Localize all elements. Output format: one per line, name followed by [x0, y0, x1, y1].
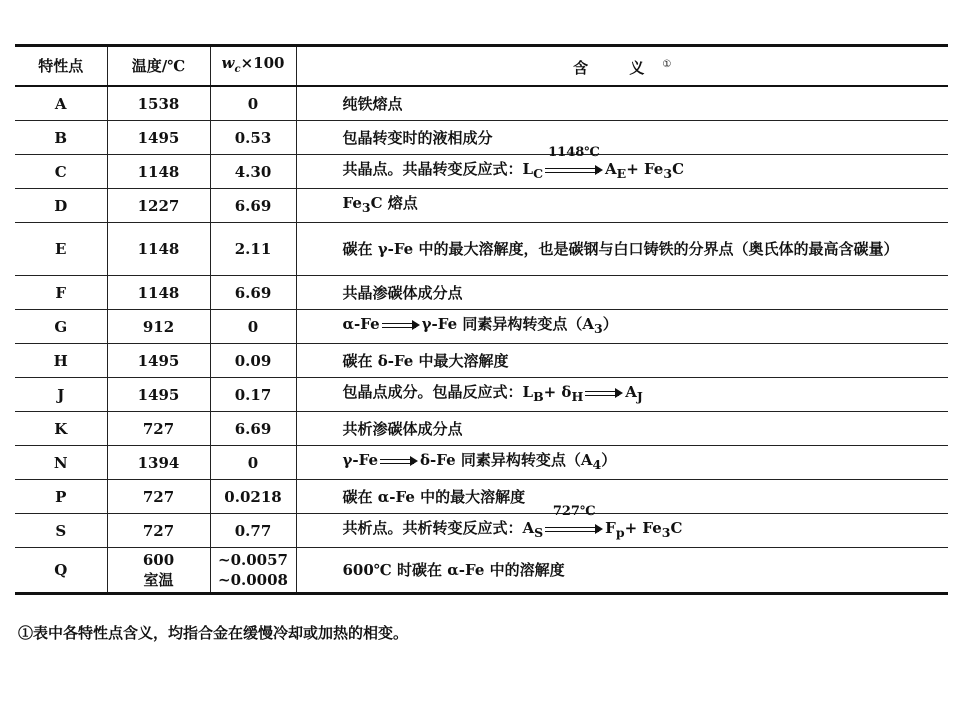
cell-meaning: 包晶转变时的液相成分 [296, 121, 948, 155]
cell-temperature: 727 [107, 412, 210, 446]
table-header-row [15, 46, 948, 87]
cell-point: D [15, 189, 107, 223]
phase-a: α-Fe [342, 315, 380, 333]
cell-point: B [15, 121, 107, 155]
cell-carbon: 6.69 [210, 412, 296, 446]
subscript: C [533, 166, 544, 181]
reactant: + δ [543, 383, 572, 401]
cell-temperature: 1394 [107, 446, 210, 480]
cell-carbon: 0 [210, 310, 296, 344]
cell-point: J [15, 378, 107, 412]
subscript: 3 [663, 166, 673, 181]
subscript: 3 [361, 200, 371, 215]
cell-meaning [296, 378, 948, 412]
cell-carbon: 0.17 [210, 378, 296, 412]
wc-subscript: c [234, 63, 241, 75]
header-meaning-label: 含 义 [573, 58, 663, 77]
header-point: 特性点 [15, 46, 107, 87]
phase-b: δ-Fe 同素异构转变点（A [420, 451, 593, 469]
cell-temperature: 1148 [107, 155, 210, 189]
table-row [15, 548, 948, 594]
paren-close: ） [602, 315, 618, 333]
header-carbon-content [210, 46, 296, 87]
formula-rest: C 熔点 [370, 194, 418, 212]
cell-meaning: 共晶渗碳体成分点 [296, 276, 948, 310]
cell-meaning: 碳在 α-Fe 中的最大溶解度 [296, 480, 948, 514]
subscript: 3 [661, 525, 671, 540]
phase-a: γ-Fe [342, 451, 379, 469]
table-row [15, 412, 948, 446]
cell-meaning: 600℃ 时碳在 α-Fe 中的溶解度 [296, 548, 948, 594]
cell-carbon: 4.30 [210, 155, 296, 189]
table-row [15, 446, 948, 480]
peritectic-text: 包晶点成分。包晶反应式：L [342, 383, 534, 401]
product: A [605, 160, 617, 178]
subscript: B [533, 389, 544, 404]
cell-point: C [15, 155, 107, 189]
cell-meaning [296, 310, 948, 344]
reaction-arrow [585, 383, 623, 403]
cell-meaning [296, 446, 948, 480]
subscript: 4 [592, 457, 602, 472]
cell-carbon: 0 [210, 446, 296, 480]
subscript: 3 [594, 321, 603, 336]
arrow-condition: 727℃ [552, 504, 596, 519]
cell-meaning [296, 145, 948, 189]
reaction-arrow [545, 504, 603, 539]
cell-carbon: 0.53 [210, 121, 296, 155]
cell-carbon: 0 [210, 86, 296, 121]
cell-temperature: 1227 [107, 189, 210, 223]
cell-carbon: 0.77 [210, 514, 296, 548]
cell-carbon [210, 548, 296, 594]
cell-temperature: 727 [107, 514, 210, 548]
subscript: p [615, 525, 625, 540]
table-row [15, 514, 948, 548]
header-meaning [296, 46, 948, 87]
header-footnote-mark: ① [662, 58, 672, 70]
cell-point: G [15, 310, 107, 344]
product-tail: + Fe [626, 160, 664, 178]
product-end: C [670, 519, 683, 537]
carbon-line-2: ~0.0008 [218, 571, 288, 589]
product-end: C [672, 160, 685, 178]
cell-temperature: 1495 [107, 344, 210, 378]
arrow-condition: 1148℃ [548, 145, 600, 160]
table-row [15, 378, 948, 412]
cell-temperature: 1495 [107, 378, 210, 412]
properties-table-container [15, 44, 948, 595]
cell-carbon: 2.11 [210, 223, 296, 276]
product: F [605, 519, 616, 537]
formula: Fe [342, 194, 362, 212]
wc-multiplier: ×100 [240, 53, 285, 72]
table-row [15, 86, 948, 121]
cell-meaning [296, 189, 948, 223]
cell-meaning: 碳在 δ-Fe 中最大溶解度 [296, 344, 948, 378]
table-row [15, 189, 948, 223]
cell-temperature: 1148 [107, 223, 210, 276]
subscript: S [534, 525, 544, 540]
cell-point: Q [15, 548, 107, 594]
cell-temperature [107, 548, 210, 594]
table-row [15, 276, 948, 310]
equilibrium-arrow [382, 315, 420, 335]
cell-point: P [15, 480, 107, 514]
cell-meaning: 碳在 γ-Fe 中的最大溶解度，也是碳钢与白口铸铁的分界点（奥氏体的最高含碳量） [296, 223, 948, 276]
cell-meaning: 纯铁熔点 [296, 86, 948, 121]
cell-temperature: 1538 [107, 86, 210, 121]
cell-point: S [15, 514, 107, 548]
subscript: E [616, 166, 627, 181]
eutectic-text: 共晶点。共晶转变反应式：L [342, 160, 534, 178]
table-row [15, 121, 948, 155]
cell-carbon: 0.09 [210, 344, 296, 378]
cell-point: K [15, 412, 107, 446]
cell-point: F [15, 276, 107, 310]
reaction-arrow [545, 145, 603, 180]
cell-point: E [15, 223, 107, 276]
cell-point: A [15, 86, 107, 121]
table-row [15, 344, 948, 378]
cell-meaning [296, 504, 948, 548]
product: A [625, 383, 637, 401]
equilibrium-arrow [380, 451, 418, 471]
phase-b: γ-Fe 同素异构转变点（A [421, 315, 595, 333]
cell-temperature: 727 [107, 480, 210, 514]
cell-carbon: 6.69 [210, 189, 296, 223]
paren-close: ） [601, 451, 617, 469]
temperature-line-2: 室温 [143, 571, 174, 589]
wc-variable: w [221, 53, 235, 72]
eutectoid-text: 共析点。共析转变反应式：A [342, 519, 535, 537]
cell-carbon: 6.69 [210, 276, 296, 310]
cell-meaning: 共析渗碳体成分点 [296, 412, 948, 446]
cell-temperature: 1148 [107, 276, 210, 310]
table-row [15, 223, 948, 276]
fe-c-characteristic-points-table [15, 44, 948, 595]
table-row [15, 155, 948, 189]
table-row [15, 480, 948, 514]
subscript: J [636, 389, 643, 404]
cell-point: H [15, 344, 107, 378]
table-footnote: ①表中各特性点含义，均指合金在缓慢冷却或加热的相变。 [18, 624, 409, 642]
temperature-line-1: 600 [142, 551, 175, 569]
carbon-line-1: ~0.0057 [218, 551, 288, 569]
subscript: H [571, 389, 584, 404]
product-tail: + Fe [624, 519, 662, 537]
cell-carbon: 0.0218 [210, 480, 296, 514]
table-row [15, 310, 948, 344]
cell-temperature: 912 [107, 310, 210, 344]
cell-point: N [15, 446, 107, 480]
cell-temperature: 1495 [107, 121, 210, 155]
header-temperature: 温度/℃ [107, 46, 210, 87]
